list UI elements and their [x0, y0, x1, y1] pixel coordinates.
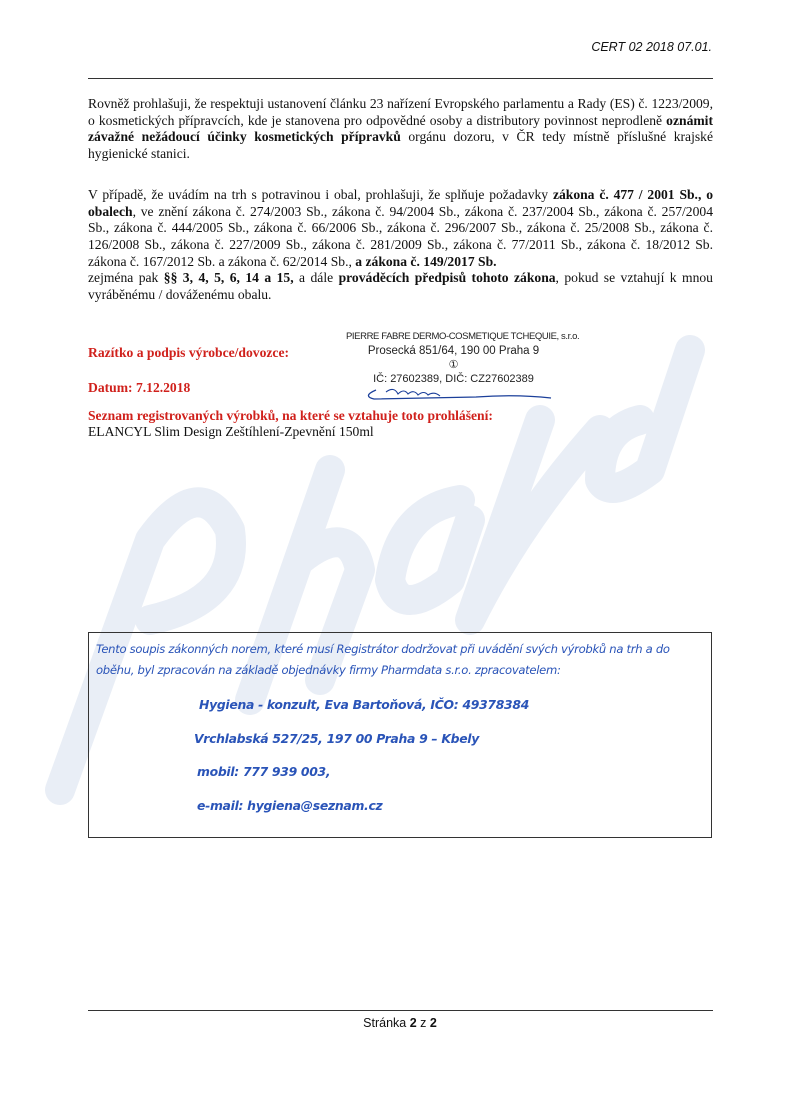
text: a dále — [293, 270, 339, 286]
bold-text: prováděcích předpisů tohoto zákona — [338, 270, 556, 286]
text: , pokud se vztahují k mnou vyráběnému / dováženému obalu. — [88, 270, 713, 303]
products-heading: Seznam registrovaných výrobků, na které se vztahuje toto prohlášení: — [88, 407, 493, 423]
bold-text: a zákona č. 149/2017 Sb. — [355, 253, 497, 269]
document-code: CERT 02 2018 07.01. — [591, 40, 712, 54]
stamp-address: Prosecká 851/64, 190 00 Praha 9 — [367, 344, 540, 357]
date-label: Datum: 7.12.2018 — [88, 379, 191, 395]
info-name: Hygiena - konzult, Eva Bartoňová, IČO: 49378384 — [199, 697, 530, 712]
text: , ve znění zákona č. 274/2003 Sb., zákona č. 94/2004 Sb., zákona č. 237/2004 Sb., zákona č. 257/2004 Sb., zákona č. 444/2005 Sb., zákona č. 66/2006 Sb., zákona č. 296/2007 Sb., zákona č. 25/2008 Sb., zákona č. 126/2008 Sb., zákona č. 227/2009 Sb., zákona č. 281/2009 Sb., zákona č. 77/2011 Sb., zákona č. 18/2012 Sb. zákona č. 167/2012 Sb. a zákona č. 62/2014 Sb., — [88, 203, 713, 269]
products-section — [88, 408, 713, 441]
stamp-signature-label: Razítko a podpis výrobce/dovozce: — [88, 344, 290, 360]
text: Stránka — [363, 1016, 410, 1030]
text: Rovněž prohlašuji, že respektuji ustanovení článku 23 nařízení Evropského parlamentu a Rady (ES) č. 1223/2009, o kosmetických přípravcích, kde je stanovena pro odpovědné osoby a distributory povinnost neprodleně — [88, 96, 713, 128]
info-mobile: mobil: 777 939 003, — [197, 764, 331, 779]
text: z — [416, 1016, 430, 1030]
page-number — [0, 1016, 800, 1030]
product-item: ELANCYL Slim Design Zeštíhlení-Zpevnění 150ml — [88, 424, 374, 440]
text: 2 — [429, 1016, 437, 1030]
bold-text: §§ 3, 4, 5, 6, 14 a 15, — [163, 270, 294, 286]
info-address: Vrchlabská 527/25, 197 00 Praha 9 – Kbely — [194, 731, 480, 746]
paragraph-packaging — [88, 187, 713, 304]
text: orgánu dozoru, v ČR tedy místně příslušné krajské hygienické stanici. — [88, 129, 713, 162]
text: V případě, že uvádím na trh s potravinou i obal, prohlašuji, že splňuje požadavky — [88, 186, 553, 202]
info-intro: Tento soupis zákonných norem, které musí Registrátor dodržovat při uvádění svých výrobků na trh a do oběhu, byl zpracován na základě objednávky firmy Pharmdata s.r.o. zpracovatelem: — [96, 642, 670, 677]
text: zejména pak — [88, 270, 164, 286]
company-stamp — [346, 330, 580, 402]
handwritten-signature — [356, 386, 556, 402]
header-divider — [88, 78, 713, 79]
bold-text: oznámit závažné nežádoucí účinky kosmetických přípravků — [88, 112, 713, 145]
paragraph-regulation — [88, 96, 713, 163]
signature-labels — [88, 330, 338, 396]
processor-info-box — [88, 632, 712, 838]
stamp-mark: ① — [448, 358, 459, 371]
bold-text: zákona č. 477 / 2001 Sb., o obalech — [88, 186, 713, 219]
signature-section — [88, 330, 713, 402]
info-email: e-mail: hygiena@seznam.cz — [197, 798, 383, 813]
footer-divider — [88, 1010, 713, 1011]
stamp-ids: IČ: 27602389, DIČ: CZ27602389 — [373, 372, 534, 385]
stamp-company: PIERRE FABRE DERMO-COSMETIQUE TCHEQUIE, s.r.o. — [346, 330, 580, 342]
main-content — [88, 96, 713, 441]
text: 2 — [409, 1016, 417, 1030]
